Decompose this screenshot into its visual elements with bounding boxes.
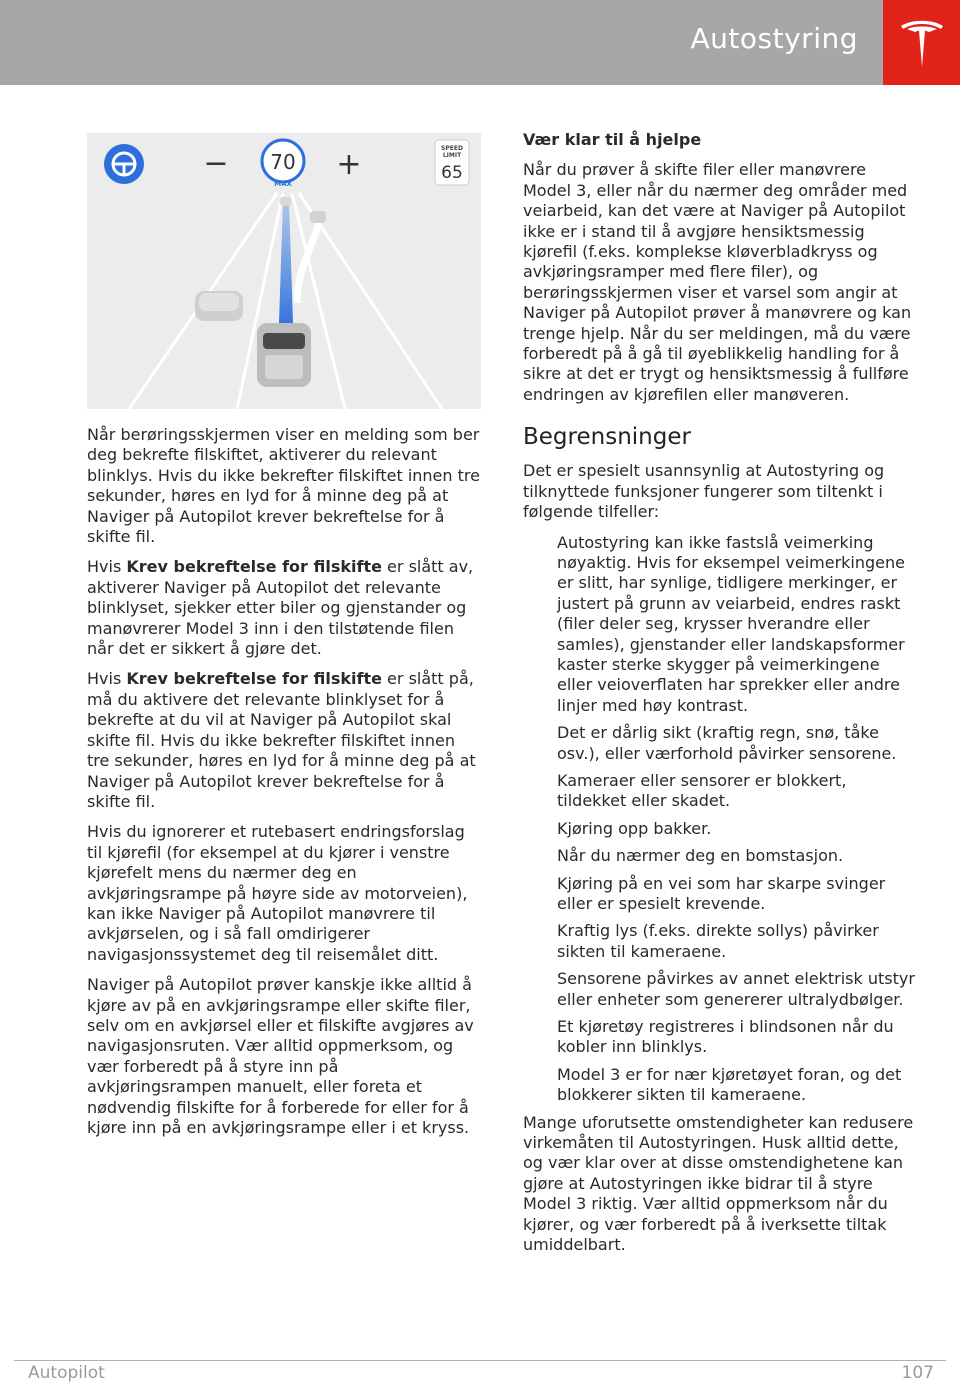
paragraph: Det er spesielt usannsynlig at Autostyring og tilknyttede funksjoner fungerer som tiltenkt i følgende tilfeller:	[523, 461, 885, 522]
speed-limit-label-2: LIMIT	[442, 152, 462, 159]
paragraph: Mange uforutsette omstendigheter kan redusere virkemåten til Autostyringen. Husk alltid dette, og vær klar over at disse omstendighetene kan gjøre at Autostyringen ikke bidrar til å styre Model 3 riktig. Vær alltid oppmerksom når du kjører, og vær forberedt på å iverksette tiltak umiddelbart.	[523, 1112, 914, 1255]
tesla-logo-icon	[898, 17, 946, 69]
section-title: Autostyring	[690, 22, 858, 55]
list-item: Kjøring opp bakker.	[557, 818, 712, 838]
distant-car	[310, 211, 326, 223]
autopilot-display-illustration	[87, 133, 481, 409]
footer-section-name: Autopilot	[28, 1363, 105, 1383]
list-item: Autostyring kan ikke fastslå veimerking nøyaktig. Hvis for eksempel veimerkingene er slitt, har synlige, tidligere merkinger, er justert på grunn av veiarbeid, endres raskt (filer deler seg, krysser hverandre eller samles), gjenstander eller landskapsformer kaster sterke skygger på veimerkingene eller veioverflaten har sprekker eller andre linjer med høy kontrast.	[557, 532, 905, 715]
setting-name: Krev bekreftelse for filskifte	[126, 557, 382, 577]
list-item: Et kjøretøy registreres i blindsonen når du kobler inn blinklys.	[557, 1017, 894, 1057]
left-column	[87, 425, 482, 1148]
decrease-speed-button[interactable]: −	[203, 146, 229, 181]
brand-logo	[883, 0, 960, 85]
list-item: Det er dårlig sikt (kraftig regn, snø, tåke osv.), eller værforhold påvirker sensorene.	[557, 723, 897, 763]
limitations-list	[523, 533, 918, 1106]
paragraph: Naviger på Autopilot prøver kanskje ikke alltid å kjøre av på en avkjøringsrampe eller skifte filer, selv om en avkjørsel eller et filskifte avgjøres av navigasjonsruten. Vær alltid oppmerksom, og vær forberedt på å styre inn på avkjøringsrampen manuelt, eller foreta et nødvendig filskifte for å forberede for eller for å kjøre inn på en avkjøringsrampe eller i et kryss.	[87, 975, 474, 1137]
paragraph: Hvis Krev bekreftelse for filskifte er slått på, må du aktivere det relevante blinklyset for å bekrefte at du vil at Naviger på Autopilot skal skifte fil. Hvis du ikke bekrefter filskiftet innen tre sekunder, høres en lyd for å minne deg på at Naviger på Autopilot krever bekreftelse for å skifte fil.	[87, 669, 476, 811]
list-item: Kameraer eller sensorer er blokkert, tildekket eller skadet.	[557, 770, 847, 811]
autopilot-screen-graphic	[87, 133, 481, 409]
increase-speed-button[interactable]: +	[336, 147, 362, 182]
list-item: Sensorene påvirkes av annet elektrisk utstyr eller enheter som genererer ultralydbølger.	[557, 969, 915, 1009]
setting-name: Krev bekreftelse for filskifte	[126, 669, 382, 689]
list-item: Når du nærmer deg en bomstasjon.	[557, 846, 844, 866]
set-speed-value: 70	[270, 150, 296, 174]
speed-limit-value: 65	[441, 163, 463, 183]
limitations-heading: Begrensninger	[523, 424, 691, 451]
speed-limit-label-1: SPEED	[441, 145, 463, 152]
autosteer-path	[279, 201, 293, 323]
list-item: Kraftig lys (f.eks. direkte sollys) påvirker sikten til kameraene.	[557, 921, 879, 961]
footer-divider	[14, 1360, 946, 1361]
distant-car	[280, 197, 291, 206]
paragraph: Hvis Krev bekreftelse for filskifte er slått av, aktiverer Naviger på Autopilot det relevante blinklyset, sjekker etter biler og gjenstander og manøvrerer Model 3 inn i den tilstøtende filen når det er sikkert å gjøre det.	[87, 557, 474, 659]
list-item: Model 3 er for nær kjøretøyet foran, og det blokkerer sikten til kameraene.	[557, 1064, 902, 1105]
paragraph: Når berøringsskjermen viser en melding som ber deg bekrefte filskiftet, aktiverer du relevant blinklys. Hvis du ikke bekrefter filskiftet innen tre sekunder, høres en lyd for å minne deg på at Naviger på Autopilot krever bekreftelse for å skifte fil.	[87, 425, 480, 547]
list-item: Kjøring på en vei som har skarpe svinger eller er spesielt krevende.	[557, 873, 886, 913]
page-number: 107	[901, 1363, 934, 1383]
paragraph: Hvis du ignorerer et rutebasert endringsforslag til kjørefil (for eksempel at du kjører i venstre kjørefelt mens du nærmer deg en avkjøringsrampe på høyre side av motorveien), kan ikke Naviger på Autopilot manøvrere til avkjørselen, og i så fall omdirigerer navigasjonssystemet deg til reisemålet ditt.	[87, 822, 468, 964]
section-heading: Vær klar til å hjelpe	[523, 130, 702, 149]
paragraph: Når du prøver å skifte filer eller manøvrere Model 3, eller når du nærmer deg områder med veiarbeid, kan det være at Naviger på Autopilot ikke er i stand til å avgjøre hensiktsmessig kjørefil (f.eks. komplekse kløverbladkryss og avkjøringsramper med flere filer), og berøringsskjermen viser et varsel som angir at Naviger på Autopilot prøver å manøvrere og kan trenge hjelp. Når du ser meldingen, må du være forberedt på å gå til øyeblikkelig handling for å sikre at det er trygt og hensiktsmessig å fullføre endringen av kjørefilen eller manøveren.	[523, 160, 912, 404]
max-label: MAX	[274, 180, 292, 188]
right-column	[523, 130, 918, 1266]
